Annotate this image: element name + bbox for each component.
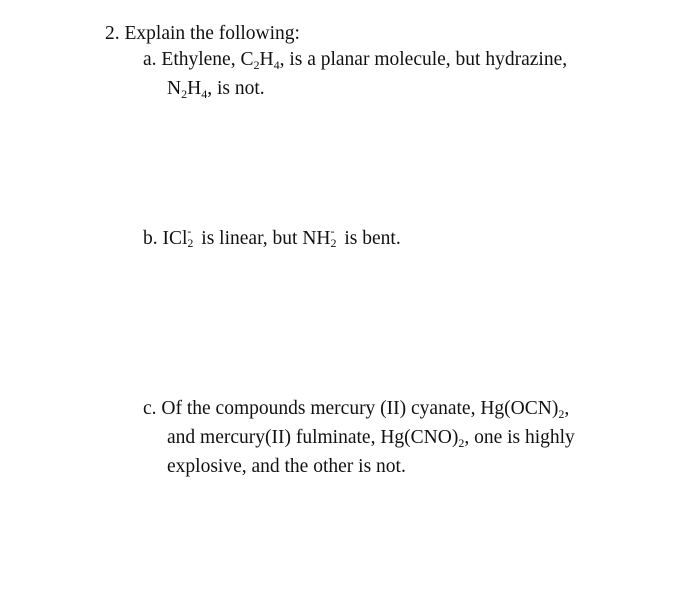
part-a-text-6: , is not.	[207, 78, 265, 99]
part-c-text-2: ,	[564, 398, 570, 419]
part-c-text-4: , one is highly	[464, 427, 575, 448]
part-a-line-2	[167, 77, 265, 101]
part-a-subscript: 4	[201, 87, 208, 101]
part-c-subscript: 2	[458, 436, 465, 450]
question-number: 2.	[105, 23, 120, 44]
part-b-text-3: is bent.	[339, 228, 401, 249]
part-b-line	[143, 224, 401, 251]
part-c-text-5: explosive, and the other is not.	[167, 456, 406, 477]
part-c-line-3	[167, 455, 406, 479]
question-prompt: Explain the following:	[124, 23, 300, 44]
part-b-text-1: ICl	[162, 228, 188, 249]
question-header	[105, 22, 300, 46]
part-c-line-1	[143, 397, 569, 421]
part-a-subscript: 2	[253, 58, 260, 72]
part-c-subscript: 2	[558, 407, 565, 421]
part-b-label: b.	[143, 228, 158, 249]
part-a-line-1	[143, 48, 567, 72]
part-b-text-2: is linear, but NH	[196, 228, 331, 249]
part-c-label: c.	[143, 398, 157, 419]
part-a-label: a.	[143, 49, 157, 70]
part-b-subscript: 2	[330, 236, 337, 250]
part-a-text-1: Ethylene, C	[161, 49, 254, 70]
part-a-subscript: 2	[181, 87, 188, 101]
part-a-text-3: , is a planar molecule, but hydrazine,	[279, 49, 568, 70]
part-c-text-3: and mercury(II) fulminate, Hg(CNO)	[167, 427, 459, 448]
part-a-text-2: H	[259, 49, 274, 70]
part-a-text-4: N	[167, 78, 182, 99]
part-c-text-1: Of the compounds mercury (II) cyanate, Hg(OCN)	[161, 398, 559, 419]
part-b-charge	[187, 224, 196, 250]
part-b-superscript: -	[187, 224, 192, 238]
part-a-subscript: 4	[273, 58, 280, 72]
part-b-subscript: 2	[187, 236, 194, 250]
part-c-line-2	[167, 426, 575, 450]
part-a-text-5: H	[187, 78, 202, 99]
part-b-superscript: -	[330, 224, 335, 238]
part-b-charge	[330, 224, 340, 250]
